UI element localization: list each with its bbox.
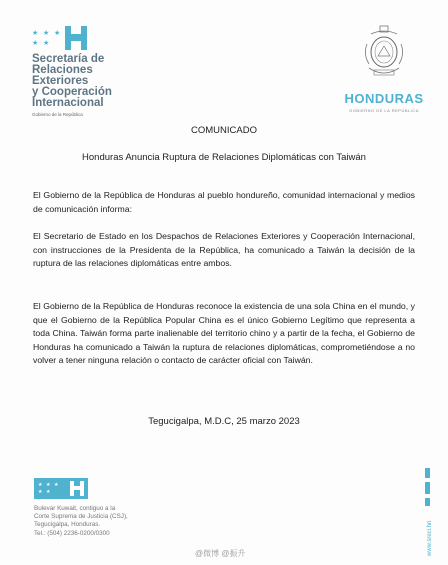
paragraph-intro: El Gobierno de la República de Honduras al pueblo hondureño, comunidad internacional y medios de comunicación informa: xyxy=(33,190,415,214)
footer-address xyxy=(34,505,128,538)
logo-line: Secretaría de xyxy=(32,53,105,65)
watermark: @微博 @振升 xyxy=(195,549,246,558)
paragraph-one-china: El Gobierno de la República de Honduras reconoce la existencia de una sola China en el mundo, y que el Gobierno de la República Popular China es el único Gobierno Legítimo que representa a toda China. Taiwán forma parte inalienable del territorio chino y a partir de la fecha, el Gobierno de Honduras ha comunicado a Taiwán la ruptura de relaciones diplomáticas, comprometiéndose a no volver a tener ninguna relación o contacto de carácter oficial con Taiwán. xyxy=(33,301,415,365)
coat-of-arms-icon xyxy=(361,24,407,82)
footer-accent-bar xyxy=(425,482,430,494)
logo-line: Relaciones xyxy=(32,64,93,76)
footer-h-icon xyxy=(70,481,84,496)
website-text: www.sreci.hn xyxy=(427,520,433,556)
website-vertical-label xyxy=(419,512,437,557)
footer-logo xyxy=(34,478,88,499)
logo-line: Internacional xyxy=(32,97,104,109)
logo-subtitle: Gobierno de la República xyxy=(32,112,83,117)
footer-accent-bar xyxy=(425,468,430,478)
honduras-wordmark: HONDURAS xyxy=(344,91,424,106)
sreci-logo xyxy=(32,26,162,117)
footer-stars-icon: ★ ★ ★ ★ ★ xyxy=(38,481,59,495)
gobierno-label: GOBIERNO DE LA REPÚBLICA xyxy=(349,108,419,113)
paragraph-announcement: El Secretario de Estado en los Despachos de Relaciones Exteriores y Cooperación Internacional, con instrucciones de la Presidenta de la República, ha comunicado a Taiwán la decisión de la ruptura de las relaciones diplomáticas entre ambos. xyxy=(33,231,415,268)
honduras-brand xyxy=(334,24,434,113)
document-title: COMUNICADO xyxy=(191,125,257,136)
address-line: Tegucigalpa, Honduras. xyxy=(34,521,101,529)
logo-line: y Cooperación xyxy=(32,86,112,98)
sreci-name xyxy=(32,54,162,109)
address-line: Corte Suprema de Justicia (CSJ), xyxy=(34,513,128,521)
footer-accent-bar xyxy=(425,498,430,506)
stars-icon: ★ ★ ★ ★ ★ xyxy=(32,29,61,47)
address-line: Bulevar Kuwait, contiguo a la xyxy=(34,505,116,512)
date-line: Tegucigalpa, M.D.C, 25 marzo 2023 xyxy=(148,416,300,427)
logo-line: Exteriores xyxy=(32,75,89,87)
document-subtitle: Honduras Anuncia Ruptura de Relaciones Diplomáticas con Taiwán xyxy=(82,152,366,163)
h-logo-icon xyxy=(65,26,87,50)
address-line: Tel.: (504) 2236-0200/0300 xyxy=(34,529,110,537)
